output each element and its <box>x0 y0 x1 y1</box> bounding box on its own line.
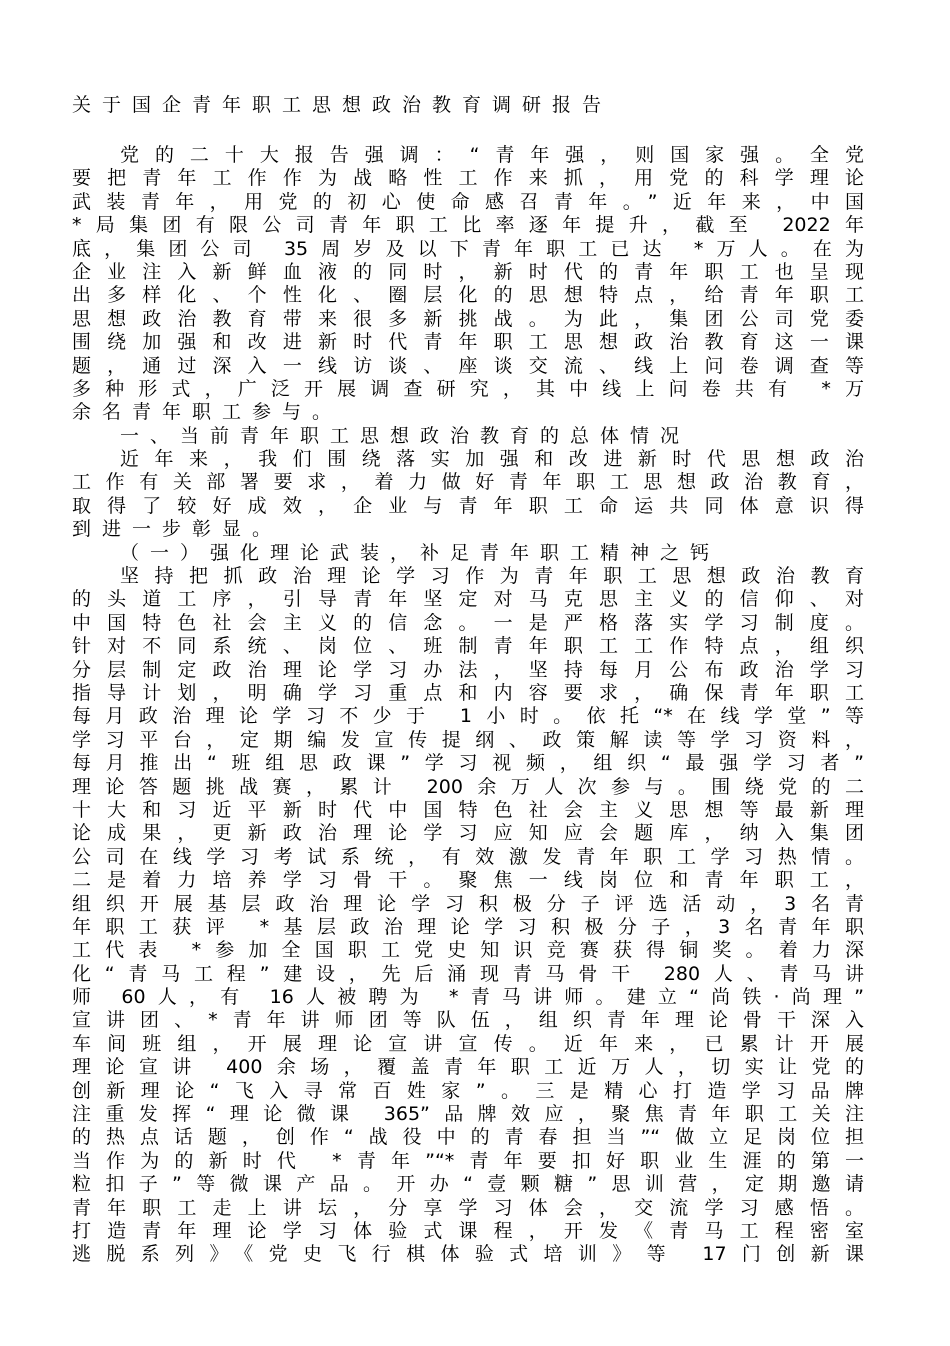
text-line: 出多样化、个性化、圈层化的思想特点，给青年职工 <box>72 284 864 307</box>
text-line: 当作为的新时代 *青年”“*青年要扣好职业生涯的第一 <box>72 1149 864 1172</box>
text-line: 坚持把抓政治理论学习作为青年职工思想政治教育 <box>120 565 864 588</box>
text-line: *局集团有限公司青年职工比率逐年提升，截至 2022年 <box>72 214 864 237</box>
section-heading: 一、当前青年职工思想政治教育的总体情况 <box>120 424 691 447</box>
text-line: 宣讲团、*青年讲师团等队伍，组织青年理论骨干深入 <box>72 1009 864 1032</box>
text-line: 针对不同系统、岗位、班制青年职工工作特点，组织 <box>72 635 864 658</box>
text-line: 企业注入新鲜血液的同时，新时代的青年职工也呈现 <box>72 260 864 283</box>
text-line: 理论宣讲 400余场，覆盖青年职工近万人，切实让党的 <box>72 1056 864 1079</box>
text-line: 的头道工序，引导青年坚定对马克思主义的信仰、对 <box>72 588 864 611</box>
text-line: 化“青马工程”建设，先后涌现青马骨干 280人、青马讲 <box>72 962 864 985</box>
text-line: 打造青年理论学习体验式课程，开发《青马工程密室 <box>72 1219 864 1242</box>
text-line: 取得了较好成效，企业与青年职工命运共同体意识得 <box>72 494 864 517</box>
text-line: 武装青年，用党的初心使命感召青年。”近年来，中国 <box>72 190 864 213</box>
text-line: 思想政治教育带来很多新挑战。为此，集团公司党委 <box>72 307 864 330</box>
text-line: 学习平台，定期编发宣传提纲、政策解读等学习资料， <box>72 728 864 751</box>
text-line: 每月政治理论学习不少于 1小时。依托“*在线学堂”等 <box>72 705 864 728</box>
text-line: 青年职工走上讲坛，分享学习体会，交流学习感悟。 <box>72 1196 864 1219</box>
text-line: 组织开展基层政治理论学习积极分子评选活动，3名青 <box>72 892 864 915</box>
text-line: 多种形式，广泛开展调查研究，其中线上问卷共有 *万 <box>72 377 864 400</box>
text-line: 论成果，更新政治理论学习应知应会题库，纳入集团 <box>72 822 864 845</box>
text-line: 粒扣子”等微课产品。开办“壹颗糖”思训营，定期邀请 <box>72 1173 864 1196</box>
text-line: 中国特色社会主义的信念。一是严格落实学习制度。 <box>72 611 864 634</box>
document-page <box>72 92 864 1267</box>
text-line: 余名青年职工参与。 <box>72 401 343 424</box>
text-line: 底，集团公司 35周岁及以下青年职工已达 *万人。在为 <box>72 237 864 260</box>
text-line: 注重发挥“理论微课 365”品牌效应，聚焦青年职工关注 <box>72 1103 864 1126</box>
text-line: 理论答题挑战赛，累计 200余万人次参与。围绕党的二 <box>72 775 864 798</box>
text-line: 公司在线学习考试系统，有效激发青年职工学习热情。 <box>72 845 864 868</box>
text-line: 题，通过深入一线访谈、座谈交流、线上问卷调查等 <box>72 354 864 377</box>
text-line: 分层制定政治理论学习办法，坚持每月公布政治学习 <box>72 658 864 681</box>
text-line: 逃脱系列》《党史飞行棋体验式培训》等 17门创新课 <box>72 1243 864 1266</box>
text-line: 到进一步彰显。 <box>72 518 283 541</box>
text-line: 每月推出“班组思政课”学习视频，组织“最强学习者” <box>72 752 864 775</box>
text-line: 工作有关部署要求，着力做好青年职工思想政治教育， <box>72 471 864 494</box>
text-line: 要把青年工作作为战略性工作来抓，用党的科学理论 <box>72 167 864 190</box>
text-line: 年职工获评 *基层政治理论学习积极分子，3名青年职 <box>72 915 864 938</box>
text-line: 工代表 *参加全国职工党史知识竞赛获得铜奖。着力深 <box>72 939 864 962</box>
text-line: 师 60人，有 16人被聘为 *青马讲师。建立“尚铁·尚理” <box>72 986 864 1009</box>
text-line: 的热点话题，创作“战役中的青春担当”“做立足岗位担 <box>72 1126 864 1149</box>
document-body <box>72 144 864 1267</box>
text-line: 二是着力培养学习骨干。聚焦一线岗位和青年职工， <box>72 869 864 892</box>
text-line: 围绕加强和改进新时代青年职工思想政治教育这一课 <box>72 331 864 354</box>
text-line: 近年来，我们围绕落实加强和改进新时代思想政治 <box>120 448 864 471</box>
text-line: 指导计划，明确学习重点和内容要求，确保青年职工 <box>72 681 864 704</box>
text-line: 十大和习近平新时代中国特色社会主义思想等最新理 <box>72 798 864 821</box>
text-line: 车间班组，开展理论宣讲宣传。近年来，已累计开展 <box>72 1032 864 1055</box>
section-heading: （一）强化理论武装，补足青年职工精神之钙 <box>120 541 721 564</box>
text-line: 党的二十大报告强调：“青年强，则国家强。全党 <box>120 144 864 166</box>
document-title: 关于国企青年职工思想政治教育调研报告 <box>72 94 613 116</box>
text-line: 创新理论“飞入寻常百姓家”。三是精心打造学习品牌 <box>72 1079 864 1102</box>
